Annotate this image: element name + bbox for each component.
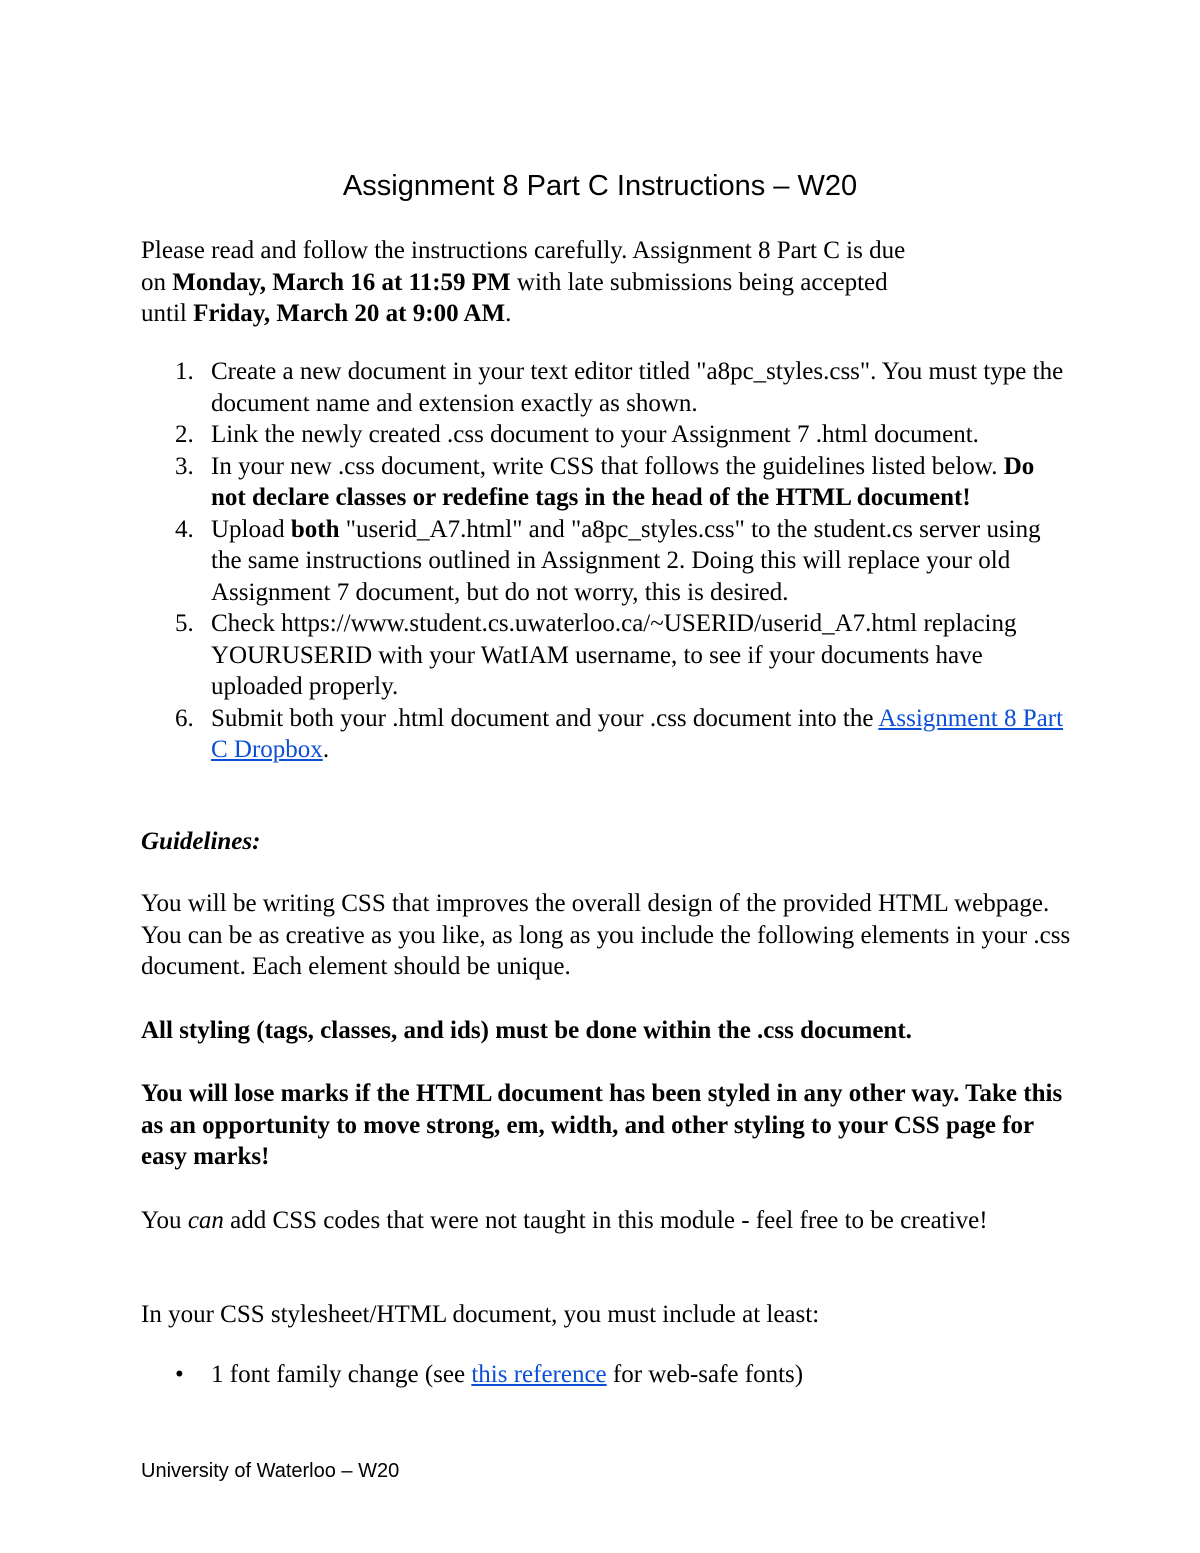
requirement-text: 1 font family change (see — [211, 1361, 472, 1388]
step-text: "userid_A7.html" and "a8pc_styles.css" to the student.cs server using the same instructions outlined in Assignment 2. Doing this will replace your old Assignment 7 document, but do not worry, this is desired. — [211, 515, 1041, 606]
instruction-steps — [141, 356, 1071, 766]
intro-text-4: until — [141, 300, 194, 327]
styling-rule-paragraph: All styling (tags, classes, and ids) must be done within the .css document. — [141, 1017, 912, 1044]
step-item — [141, 451, 1071, 514]
step-number: 4. — [175, 515, 194, 543]
requirements-list — [141, 1359, 1071, 1391]
step-text: Submit both your .html document and your .css document into the — [211, 704, 879, 732]
step-bold-warning: Do not declare classes or redefine tags in the head of the HTML document! — [211, 452, 1035, 511]
step-text: Check https://www.student.cs.uwaterloo.ca/~USERID/userid_A7.html replacing YOURUSERID with your WatIAM username, to see if your documents have uploaded properly. — [211, 610, 1017, 700]
dropbox-link[interactable]: Assignment 8 Part C Dropbox — [211, 704, 1064, 763]
creative-paragraph — [141, 1205, 1071, 1237]
reference-link[interactable]: this reference — [471, 1361, 607, 1388]
step-number: 6. — [175, 704, 194, 732]
intro-paragraph — [141, 235, 1071, 330]
step-text: Create a new document in your text editor titled "a8pc_styles.css". You must type the document name and extension exactly as shown. — [211, 358, 1064, 417]
step-item — [141, 608, 1071, 703]
creative-text-1: You — [141, 1207, 188, 1234]
step-number: 2. — [175, 421, 194, 448]
requirement-item — [141, 1359, 1071, 1391]
intro-text-3: with late submissions being accepted — [510, 268, 888, 296]
page-title: Assignment 8 Part C Instructions – W20 — [342, 170, 858, 202]
bullet-icon: • — [175, 1361, 184, 1388]
step-text: . — [322, 736, 330, 763]
step-bold-both: both — [290, 515, 340, 543]
guidelines-paragraph: You will be writing CSS that improves the overall design of the provided HTML webpage. You can be as creative as you like, as long as you include the following elements in your .css document. Each element should be unique. — [141, 890, 1071, 980]
guidelines-heading: Guidelines: — [141, 828, 261, 855]
step-text: In your new .css document, write CSS that follows the guidelines listed below. — [211, 452, 1004, 480]
due-date: Monday, March 16 at 11:59 PM — [172, 268, 511, 296]
step-item — [141, 514, 1071, 609]
late-date: Friday, March 20 at 9:00 AM — [193, 300, 506, 327]
step-text: Upload — [211, 515, 291, 543]
step-number: 3. — [175, 452, 194, 480]
page-footer: University of Waterloo – W20 — [141, 1460, 400, 1482]
requirement-text: for web-safe fonts) — [606, 1361, 804, 1388]
requirements-intro: In your CSS stylesheet/HTML document, you must include at least: — [141, 1301, 820, 1328]
intro-text-1: Please read and follow the instructions carefully. Assignment 8 Part C is due — [141, 237, 906, 264]
intro-text-5: . — [505, 300, 512, 327]
step-text: Link the newly created .css document to your Assignment 7 .html document. — [211, 421, 979, 448]
creative-italic: can — [187, 1207, 224, 1234]
step-number: 1. — [175, 358, 194, 385]
intro-text-2: on — [141, 268, 173, 296]
step-item — [141, 356, 1071, 419]
step-number: 5. — [175, 610, 194, 637]
step-item — [141, 419, 1071, 451]
creative-text-2: add CSS codes that were not taught in this module - feel free to be creative! — [223, 1207, 988, 1234]
step-item — [141, 703, 1071, 766]
marks-warning-paragraph: You will lose marks if the HTML document has been styled in any other way. Take this as an opportunity to move strong, em, width, and other styling to your CSS page for easy marks! — [141, 1080, 1063, 1170]
